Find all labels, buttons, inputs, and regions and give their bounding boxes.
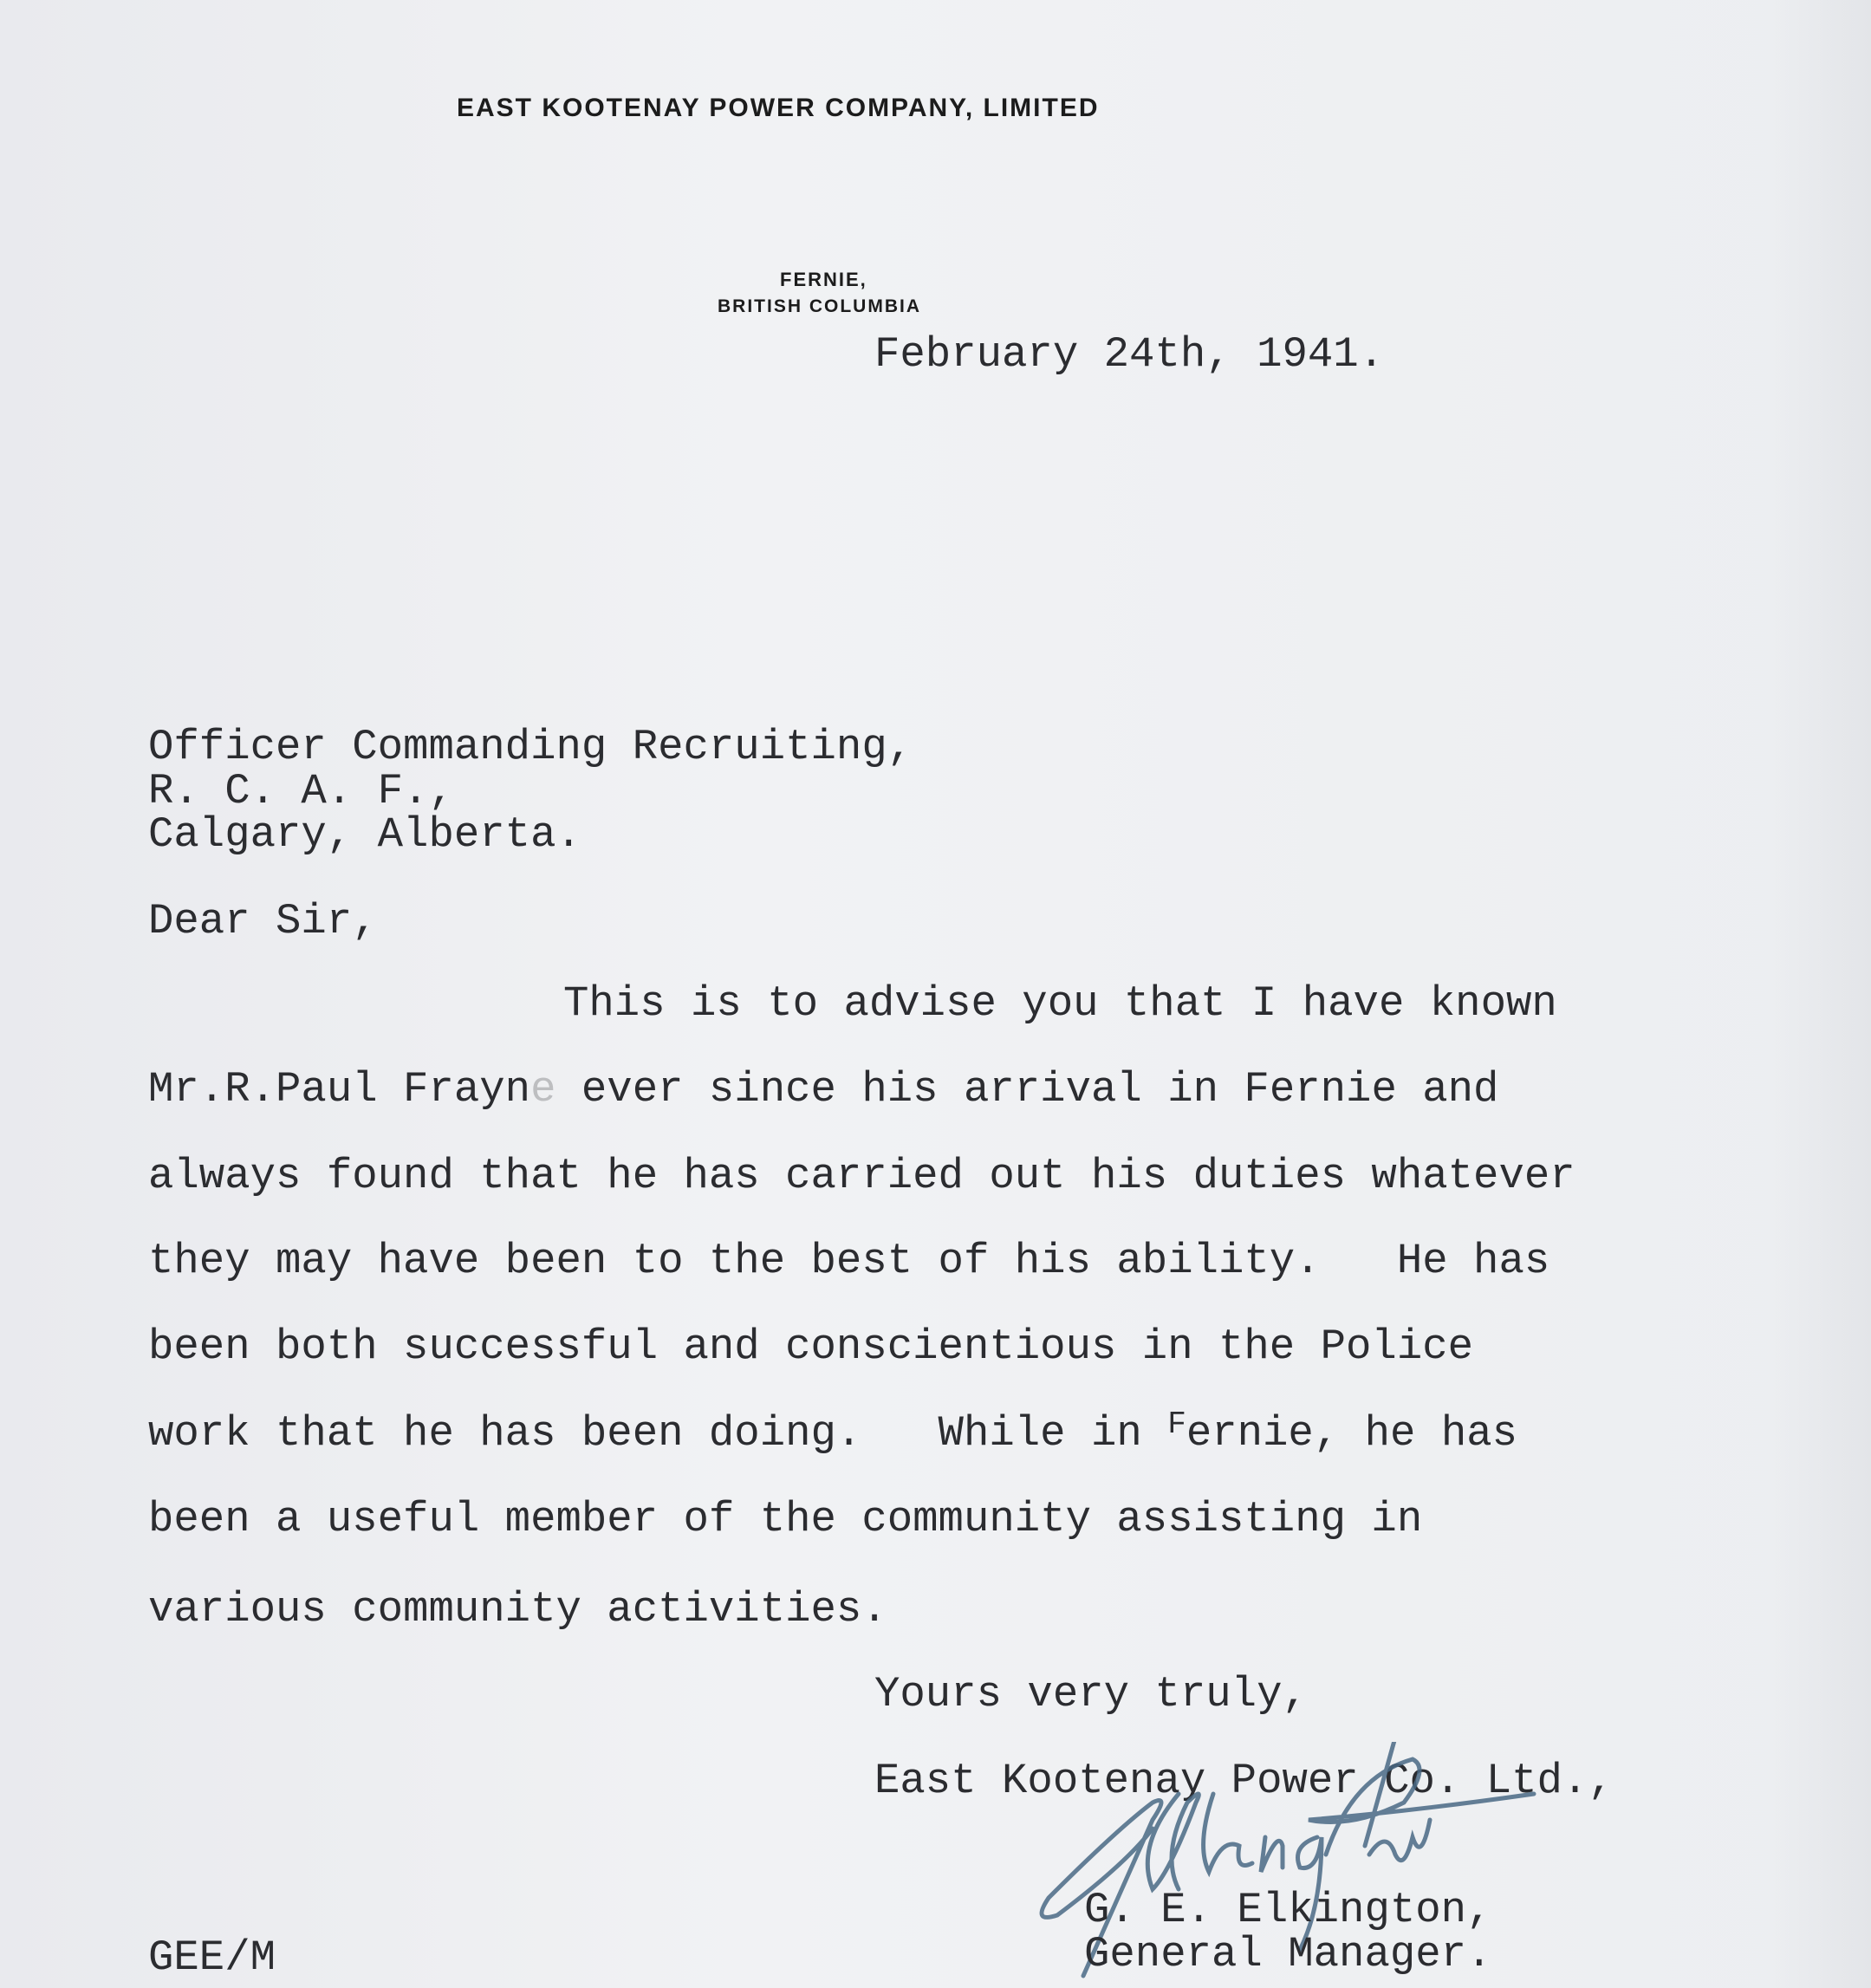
body-line-8: various community activities. [148,1585,887,1634]
body-line-6 [148,1407,1518,1458]
reference-initials: GEE/M [148,1933,276,1982]
recipient-line-1: Officer Commanding Recruiting, [148,723,913,771]
signer-name: G. E. Elkington, [1084,1886,1492,1934]
company-signature-line: East Kootenay Power Co. Ltd., [874,1757,1614,1805]
body-line-2-c: ever since his arrival in Fernie and [555,1065,1499,1114]
body-line-2-faded: e [530,1065,556,1114]
body-line-2 [148,1065,1499,1114]
letter-date: February 24th, 1941. [874,330,1385,379]
body-line-6-c: ernie, he has [1186,1409,1518,1458]
salutation: Dear Sir, [148,897,378,945]
body-line-4: they may have been to the best of his ability. He has [148,1237,1550,1285]
body-line-5: been both successful and conscientious in the Police [148,1322,1474,1371]
body-line-6-raised-f: F [1167,1407,1186,1442]
page-edge-shadow [1767,0,1871,1988]
recipient-line-2: R. C. A. F., [148,767,454,815]
body-line-6-a: work that he has been doing. While in [148,1409,1168,1458]
recipient-line-3: Calgary, Alberta. [148,810,581,859]
body-line-1: This is to advise you that I have known [563,979,1557,1028]
body-line-7: been a useful member of the community assisting in [148,1495,1423,1543]
letterhead-company: EAST KOOTENAY POWER COMPANY, LIMITED [457,94,1100,122]
body-line-3: always found that he has carried out his duties whatever [148,1152,1575,1200]
letterhead-city: FERNIE, [780,269,867,290]
closing: Yours very truly, [874,1670,1308,1718]
body-line-2-a: Mr.R.Paul Frayn [148,1065,531,1114]
letterhead-province: BRITISH COLUMBIA [718,296,921,316]
signer-title: General Manager. [1084,1930,1492,1978]
